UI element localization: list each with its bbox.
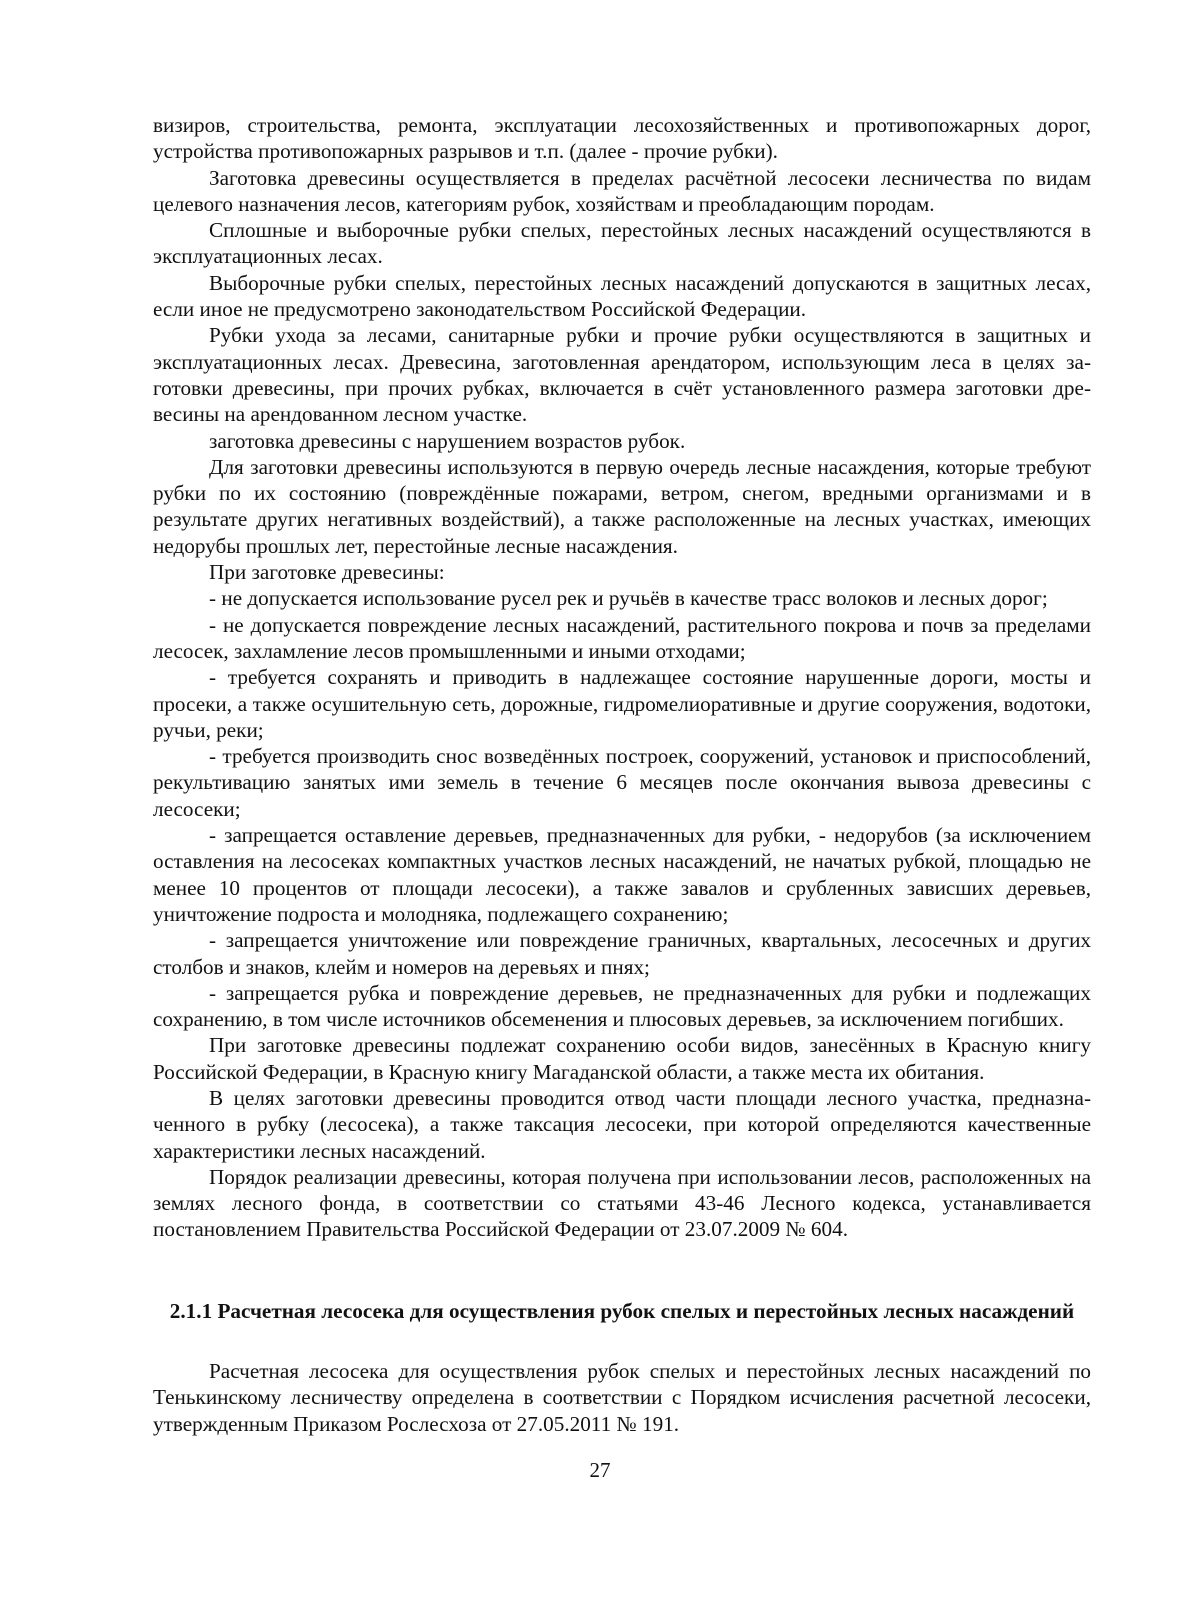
paragraph: заготовка древесины с нарушением возрастов рубок. [209,428,686,453]
list-item: - запрещается рубка и повреждение деревьев, не предназначенных для рубки и подлежащих сохранению, в том числе источников обсеменения и плюсовых деревьев, за исключением погибших. [153,980,1091,1032]
page-number: 27 [589,1458,611,1482]
paragraph: Расчетная лесосека для осуществления рубок спелых и перестойных лесных насаждений по Тенькинскому лесничеству определена в соответствии с Порядком исчисления расчетной лесосеки, утвержденным Приказом Рослесхоза от 27.05.2011 № 191. [153,1359,1091,1436]
main-text [153,112,1091,1243]
paragraph: визиров, строительства, ремонта, эксплуатации лесохозяйственных и противопожарных дорог, устройства противопожарных разрывов и т.п. (далее - прочие рубки). [153,113,1091,164]
paragraph: При заготовке древесины подлежат сохранению особи видов, занесённых в Красную книгу Российской Федерации, в Красную книгу Магаданской области, а также места их обитания. [153,1033,1091,1084]
section-heading: 2.1.1 Расчетная лесосека для осуществления рубок спелых и перестойных лесных насаждений [169,1299,1075,1323]
list-item: - запрещается оставление деревьев, предназначенных для рубки, - недорубов (за исключением оставления на лесосеках компактных участков лесных насаждений, не начатых рубкой, площадью не менее 10 процентов от площади лесосеки), а также завалов и срубленных зависших деревьев, уничтожение подроста и молодняка, подлежащего сохранению; [153,823,1091,926]
paragraph: Рубки ухода за лесами, санитарные рубки и прочие рубки осуществляются в защитных и эксплуатационных лесах. Древесина, заготовленная арендатором, использующим леса в целях заготовки древесины, при прочих рубках, включается в счёт установленного размера заготовки древесины на арендованном лесном участке. [153,323,1091,427]
paragraph: Выборочные рубки спелых, перестойных лесных насаждений допускаются в защитных лесах, если иное не предусмотрено законодательством Российской Федерации. [153,270,1091,322]
list-item: - требуется сохранять и приводить в надлежащее состояние нарушенные дороги, мосты и просеки, а также осушительную сеть, дорожные, гидромелиоративные и другие сооружения, водотоки, ручьи, реки; [153,665,1091,742]
list-item: - не допускается использование русел рек и ручьёв в качестве трасс волоков и лесных дорог; [209,586,1048,611]
paragraph: При заготовке древесины: [209,560,445,585]
paragraph: Заготовка древесины осуществляется в пределах расчётной лесосеки лесничества по видам целевого назначения лесов, категориям рубок, хозяйствам и преобладающим породам. [153,165,1091,216]
paragraph: Порядок реализации древесины, которая получена при использовании лесов, расположенных на землях лесного фонда, в соответствии со статьями 43-46 Лесного кодекса, устанавливается постановлением Правительства Российской Федерации от 23.07.2009 № 604. [153,1164,1091,1242]
list-item: - не допускается повреждение лесных насаждений, растительного покрова и почв за пределами лесосек, захламление лесов промышленными и иными отходами; [153,612,1091,663]
paragraph: Сплошные и выборочные рубки спелых, перестойных лесных насаждений осуществляются в эксплуатационных лесах. [153,218,1091,269]
paragraph: В целях заготовки древесины проводится отвод части площади лесного участка, предназначенного в рубку (лесосека), а также таксация лесосеки, при которой определяются качественные характеристики лесных насаждений. [153,1085,1091,1163]
list-item: - требуется производить снос возведённых построек, сооружений, установок и приспособлений, рекультивацию занятых ими земель в течение 6 месяцев после окончания вывоза древесины с лесосеки; [153,744,1091,821]
section-body [153,1358,1091,1437]
paragraph: Для заготовки древесины используются в первую очередь лесные насаждения, которые требуют рубки по их состоянию (повреждённые пожарами, ветром, снегом, вредными организмами и в результате других негативных воздействий), а также расположенные на лесных участках, имеющих недорубы прошлых лет, перестойные лесные насаждения. [153,454,1091,558]
list-item: - запрещается уничтожение или повреждение граничных, квартальных, лесосечных и других столбов и знаков, клейм и номеров на деревьях и пнях; [153,928,1091,979]
